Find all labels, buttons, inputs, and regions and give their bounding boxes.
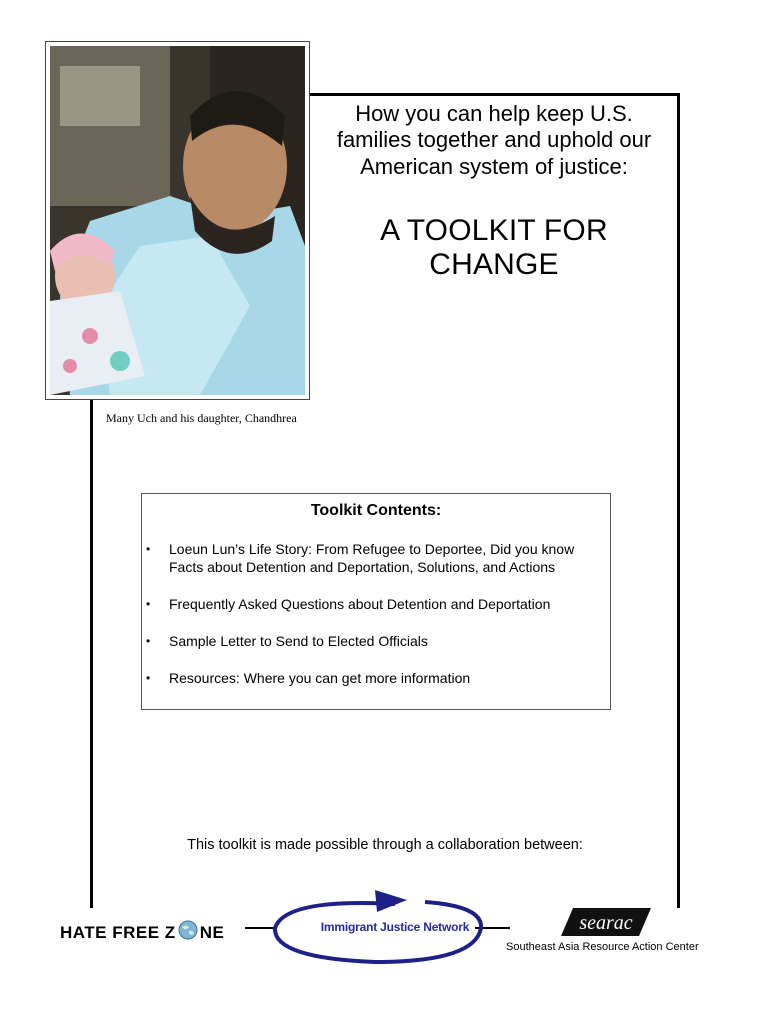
frame-line-top [310,93,680,96]
contents-list [146,540,606,706]
hfz-text-part2: NE [199,923,225,942]
list-item-text: Sample Letter to Send to Elected Officials [169,633,428,649]
searac-name: Southeast Asia Resource Action Center [506,941,699,953]
headline-line: families together and uphold our [336,127,652,153]
list-item-text: Frequently Asked Questions about Detention and Deportation [169,596,551,612]
bullet-icon: • [146,634,151,648]
headline [318,101,670,180]
toolkit-title: A TOOLKIT FOR CHANGE [380,214,608,281]
list-item [146,669,606,687]
list-item-text: Resources: Where you can get more information [169,670,471,686]
bullet-icon: • [146,597,151,611]
cover-photo [45,41,310,400]
contents-box [141,493,611,710]
frame-line-right [677,93,680,908]
list-item [146,540,606,576]
searac-logo [561,906,651,938]
searac-mark-icon [561,906,651,938]
hate-free-zone-logo [60,923,224,943]
list-item-text: Loeun Lun’s Life Story: From Refugee to Deportee, Did you know Facts about Detention and Deportation, Solutions, and Actions [169,541,575,575]
hfz-text-part1: HATE FREE Z [60,923,176,942]
ijn-label: Immigrant Justice Network [320,920,470,934]
frame-line-left [90,398,93,908]
searac-mark-text: searac [579,912,633,934]
collaboration-text: This toolkit is made possible through a collaboration between: [187,837,583,853]
photo-illustration [50,46,305,395]
bullet-icon: • [146,542,151,556]
headline-line: American system of justice: [360,153,628,179]
photo-caption: Many Uch and his daughter, Chandhrea [106,411,297,425]
bullet-icon: • [146,671,151,685]
contents-heading: Toolkit Contents: [310,502,442,519]
headline-line: How you can help keep U.S. [355,101,633,126]
list-item [146,632,606,650]
globe-icon [178,920,198,940]
immigrant-justice-network-logo [245,886,510,966]
list-item [146,595,606,613]
